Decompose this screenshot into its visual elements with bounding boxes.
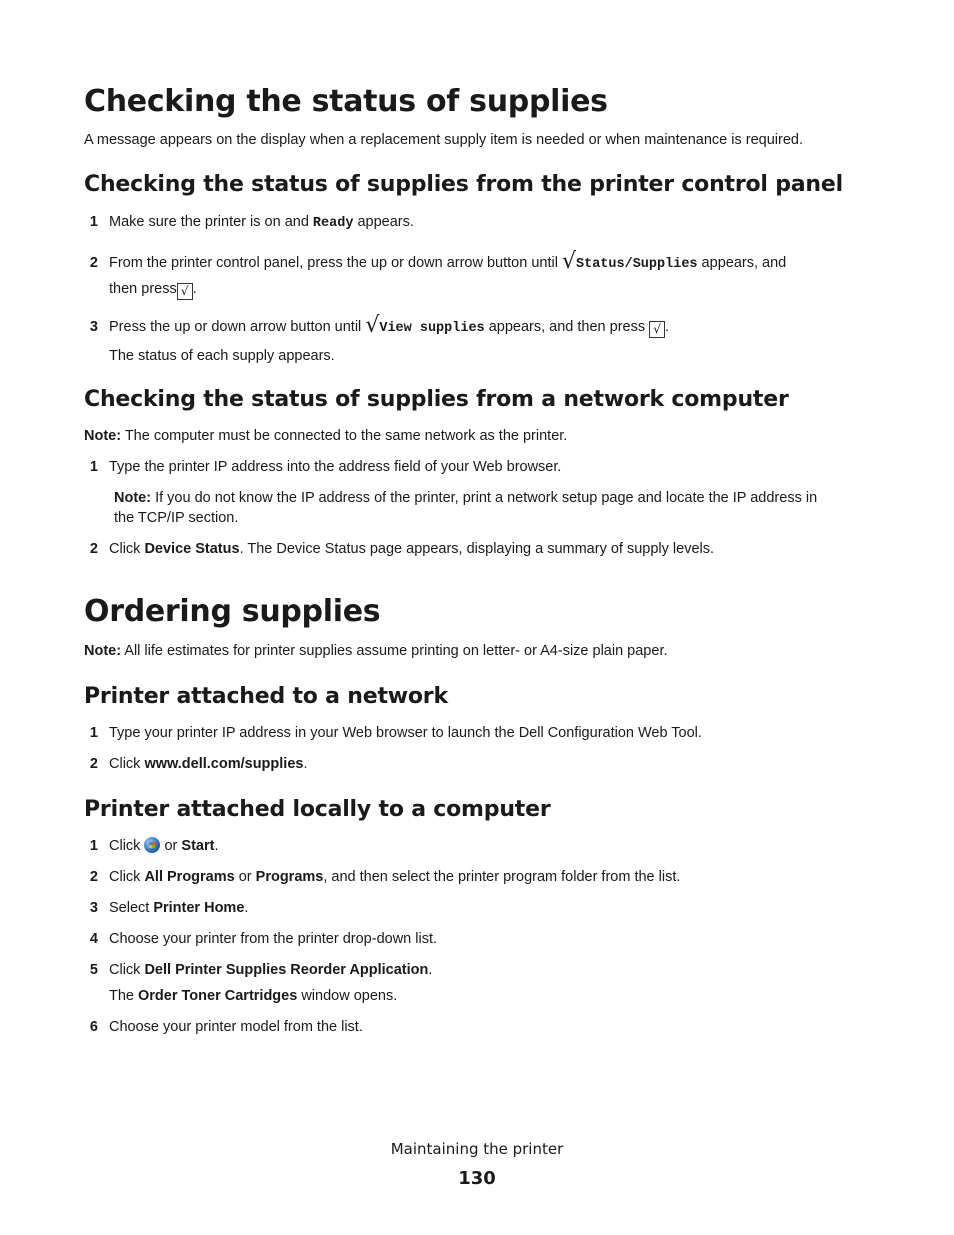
page-number: 130 [458, 1168, 496, 1189]
step-result: The status of each supply appears. [109, 348, 335, 364]
step-text: Click All Programs or Programs, and then select the printer program folder from the list. [109, 869, 681, 885]
step-number: 5 [89, 962, 98, 978]
step-number: 1 [89, 214, 98, 230]
step-text: Click or Start. [109, 838, 219, 854]
step-text: Click www.dell.com/supplies. [109, 756, 308, 772]
windows-start-icon [144, 837, 160, 853]
ui-label-start: Start [181, 838, 215, 854]
note: Note: All life estimates for printer supplies assume printing on letter- or A4-size plain paper. [84, 643, 668, 659]
intro-paragraph: A message appears on the display when a replacement supply item is needed or when maintenance is required. [84, 132, 803, 148]
section-title-checking-status: Checking the status of supplies [84, 84, 608, 119]
step-number: 3 [89, 319, 98, 335]
step-text: Choose your printer model from the list. [109, 1019, 363, 1035]
step-note: Note: If you do not know the IP address of the printer, print a network setup page and locate the IP address in the TCP/IP section. [114, 490, 818, 526]
section-title-ordering-supplies: Ordering supplies [84, 594, 381, 629]
step-number: 3 [89, 900, 98, 916]
step-text: From the printer control panel, press the up or down arrow button until √Status/Supplies appears, and then press√ . [109, 249, 787, 298]
step-number: 2 [89, 756, 98, 772]
supplies-url: www.dell.com/supplies [144, 756, 304, 772]
step-text: Type your printer IP address in your Web browser to launch the Dell Configuration Web Tool. [109, 725, 702, 741]
step-number: 2 [89, 255, 98, 271]
check-mark-icon: √ [365, 313, 380, 338]
step-number: 1 [89, 838, 98, 854]
select-button-icon: √ [649, 321, 665, 338]
display-message-view-supplies: View supplies [379, 321, 485, 336]
subsection-title-network-computer: Checking the status of supplies from a network computer [84, 387, 789, 412]
subsection-title-control-panel: Checking the status of supplies from the printer control panel [84, 172, 843, 197]
step-number: 1 [89, 725, 98, 741]
note: Note: The computer must be connected to the same network as the printer. [84, 428, 568, 444]
step-text: Click Dell Printer Supplies Reorder Application. The Order Toner Cartridges window opens. [109, 962, 433, 1004]
footer-chapter-title: Maintaining the printer [390, 1140, 564, 1158]
display-message-ready: Ready [312, 216, 354, 231]
step-text: Press the up or down arrow button until √View supplies appears, and then press √ . The status of each supply appears. [109, 313, 670, 364]
check-mark-icon: √ [561, 249, 576, 274]
step-number: 2 [89, 541, 98, 557]
step-number: 2 [89, 869, 98, 885]
subsection-title-network: Printer attached to a network [84, 684, 448, 709]
ui-label-printer-home: Printer Home [153, 900, 245, 916]
subsection-title-local: Printer attached locally to a computer [84, 797, 551, 822]
step-number: 6 [89, 1019, 98, 1035]
step-text: Make sure the printer is on and Ready appears. [109, 214, 414, 231]
step-result: The Order Toner Cartridges window opens. [109, 988, 398, 1004]
step-number: 1 [89, 459, 98, 475]
step-number: 4 [89, 931, 98, 947]
ui-label-all-programs: All Programs [144, 869, 235, 885]
step-text: Choose your printer from the printer drop-down list. [109, 931, 438, 947]
ui-label-reorder-application: Dell Printer Supplies Reorder Application [144, 962, 429, 978]
ui-label-device-status: Device Status [144, 541, 240, 557]
step-text: Select Printer Home. [109, 900, 249, 916]
display-message-status-supplies: Status/Supplies [576, 257, 698, 272]
step-text: Type the printer IP address into the address field of your Web browser. [109, 459, 562, 475]
step-text: Click Device Status. The Device Status page appears, displaying a summary of supply levels. [109, 541, 715, 557]
select-button-icon: √ [177, 283, 193, 300]
ui-label-programs: Programs [255, 869, 324, 885]
